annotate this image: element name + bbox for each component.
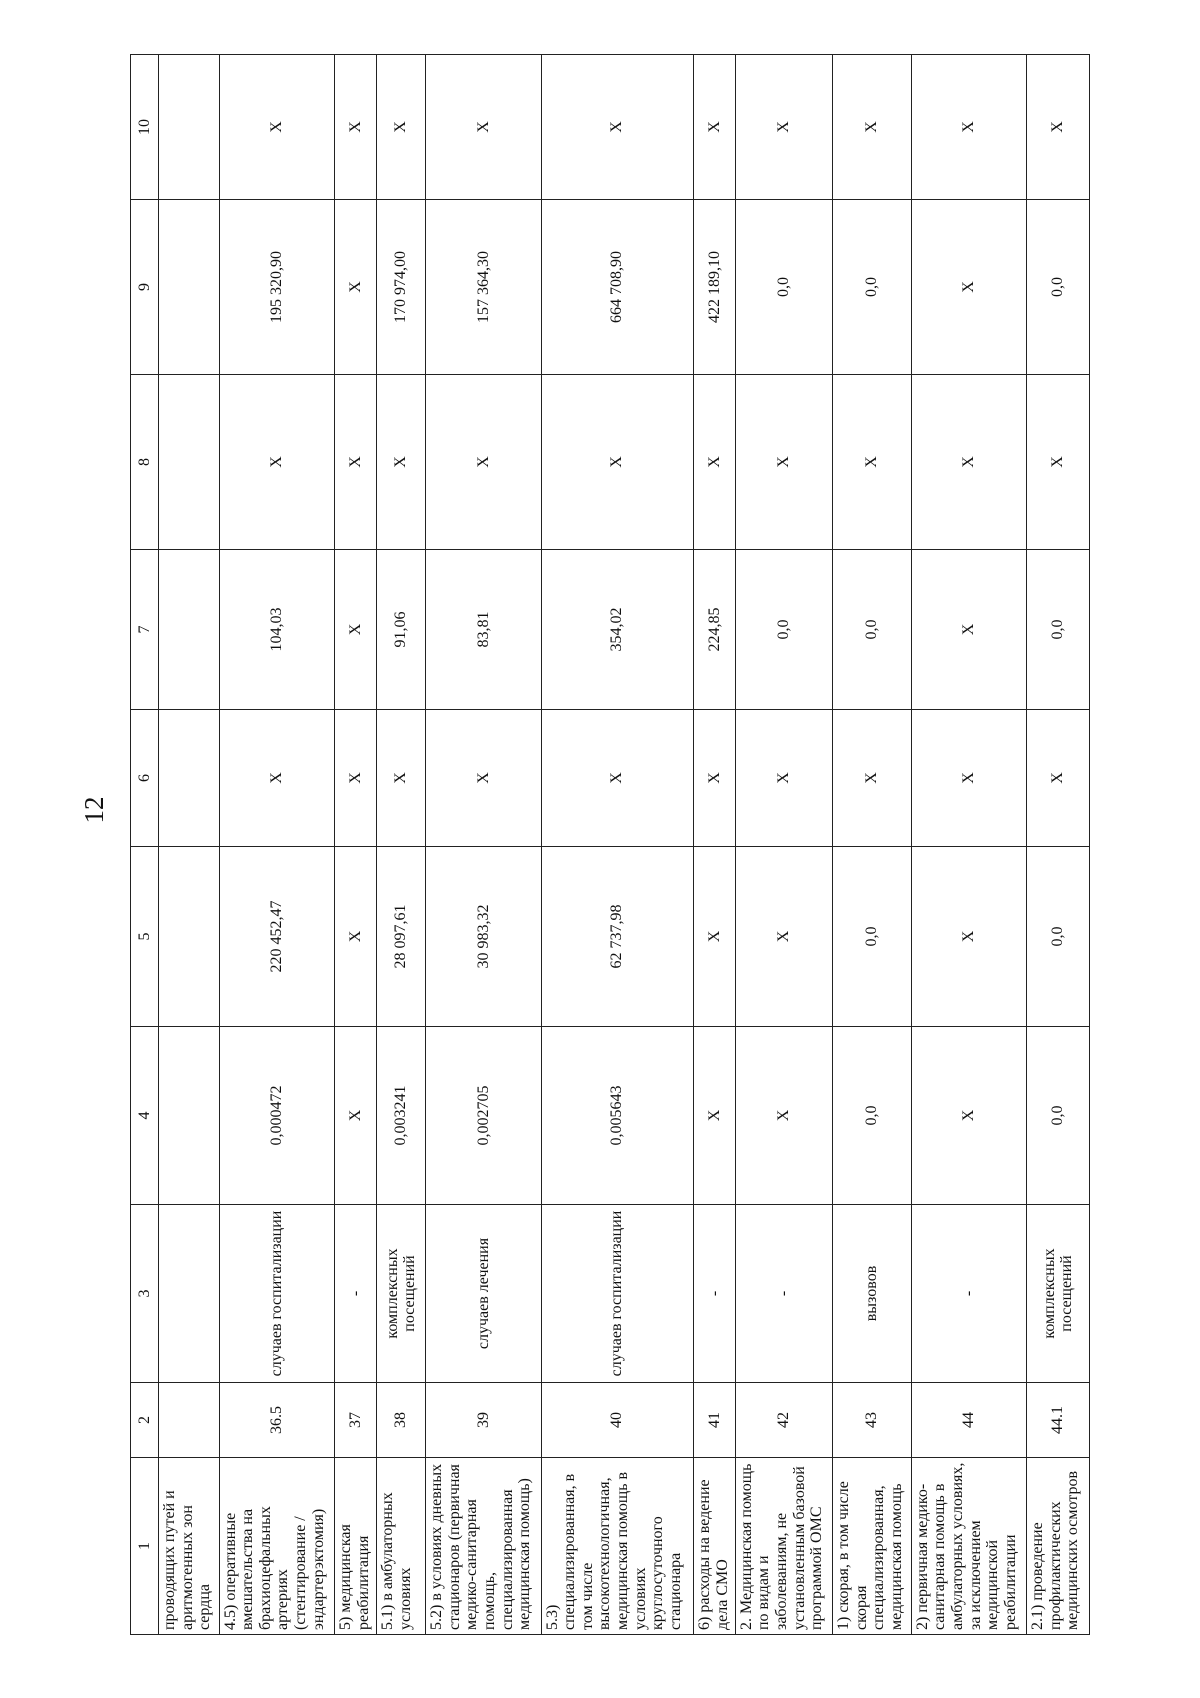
table-cell: Х [735, 55, 832, 200]
table-cell: Х [426, 710, 542, 847]
column-header: 7 [131, 550, 159, 710]
table-cell: 5.1) в амбулаторных условиях [377, 1458, 426, 1635]
table-cell: Х [335, 847, 377, 1027]
table-cell: Х [426, 55, 542, 200]
table-cell: 354,02 [541, 550, 693, 710]
table-row [1027, 55, 1090, 1635]
data-table [130, 54, 1090, 1635]
table-cell: 0,0 [833, 1027, 912, 1205]
table-cell: 157 364,30 [426, 200, 542, 375]
table-cell: 224,85 [693, 550, 735, 710]
table-row [219, 55, 335, 1635]
table-cell: 0,0 [735, 550, 832, 710]
table-cell [159, 710, 219, 847]
table-cell: 195 320,90 [219, 200, 335, 375]
table-cell [159, 55, 219, 200]
header-row [131, 55, 159, 1635]
table-cell: Х [335, 375, 377, 550]
table-row [735, 55, 832, 1635]
column-header: 1 [131, 1458, 159, 1635]
table-cell: 0,0 [1027, 200, 1090, 375]
table-cell: Х [693, 847, 735, 1027]
table-cell: Х [1027, 375, 1090, 550]
table-cell: Х [735, 847, 832, 1027]
table-cell: Х [833, 710, 912, 847]
table-cell: проводящих путей и аритмогенных зон сердца [159, 1458, 219, 1635]
table-cell: 220 452,47 [219, 847, 335, 1027]
table-cell: 39 [426, 1383, 542, 1458]
table-cell [159, 1205, 219, 1383]
table-cell: 664 708,90 [541, 200, 693, 375]
table-cell [159, 1027, 219, 1205]
table-cell: 0,0 [1027, 1027, 1090, 1205]
table-cell: случаев госпитализации [541, 1205, 693, 1383]
table-cell: 38 [377, 1383, 426, 1458]
table-cell: 4.5) оперативные вмешательства на брахиоцефальных артериях (стентирование / эндартерэктомия) [219, 1458, 335, 1635]
column-header: 9 [131, 200, 159, 375]
table-cell: 0,0 [735, 200, 832, 375]
table-cell [159, 200, 219, 375]
table-cell: 0,000472 [219, 1027, 335, 1205]
table-cell: 41 [693, 1383, 735, 1458]
table-cell: Х [335, 55, 377, 200]
table-cell: Х [335, 200, 377, 375]
table-cell: Х [911, 847, 1027, 1027]
column-header: 8 [131, 375, 159, 550]
table-cell: 83,81 [426, 550, 542, 710]
table-cell: 62 737,98 [541, 847, 693, 1027]
table-cell: Х [833, 55, 912, 200]
table-cell: 2) первичная медико-санитарная помощь в амбулаторных условиях, за исключением медицинской реабилитации [911, 1458, 1027, 1635]
table-cell: Х [219, 55, 335, 200]
table-cell: 30 983,32 [426, 847, 542, 1027]
table-cell: Х [541, 710, 693, 847]
table-cell: Х [693, 375, 735, 550]
table-cell: Х [1027, 55, 1090, 200]
table-cell: Х [335, 710, 377, 847]
table-cell: 36.5 [219, 1383, 335, 1458]
table-cell: Х [911, 710, 1027, 847]
table-cell: 2.1) проведение профилактических медицинских осмотров [1027, 1458, 1090, 1635]
table-cell: Х [693, 1027, 735, 1205]
page-number: 12 [79, 796, 109, 824]
table-cell: Х [833, 375, 912, 550]
table-cell: 104,03 [219, 550, 335, 710]
table-cell: комплексных посещений [1027, 1205, 1090, 1383]
table-cell: Х [911, 55, 1027, 200]
table-cell: Х [1027, 710, 1090, 847]
table-cell: - [735, 1205, 832, 1383]
table-row [833, 55, 912, 1635]
table-row [335, 55, 377, 1635]
table-cell: Х [911, 550, 1027, 710]
table-cell: - [693, 1205, 735, 1383]
table-cell: Х [693, 710, 735, 847]
table-cell: 1) скорая, в том числе скорая специализированная, медицинская помощь [833, 1458, 912, 1635]
table-cell: Х [335, 550, 377, 710]
table-cell: 28 097,61 [377, 847, 426, 1027]
table-cell: Х [735, 710, 832, 847]
table-cell: Х [426, 375, 542, 550]
table-cell: 43 [833, 1383, 912, 1458]
column-header: 6 [131, 710, 159, 847]
table-cell: Х [377, 55, 426, 200]
table-cell: 0,0 [833, 200, 912, 375]
table-cell: 5.3) специализированная, в том числе высокотехнологичная, медицинская помощь в условиях круглосуточного стационара [541, 1458, 693, 1635]
table-cell: Х [377, 710, 426, 847]
table-cell: Х [377, 375, 426, 550]
column-header: 3 [131, 1205, 159, 1383]
table-cell: Х [219, 375, 335, 550]
table-cell: 42 [735, 1383, 832, 1458]
table-row [911, 55, 1027, 1635]
table-cell: Х [541, 375, 693, 550]
table-cell: 422 189,10 [693, 200, 735, 375]
table-cell: Х [911, 375, 1027, 550]
table-cell: 0,0 [833, 550, 912, 710]
table-cell: 44.1 [1027, 1383, 1090, 1458]
table-cell: 5) медицинская реабилитация [335, 1458, 377, 1635]
table-cell: - [911, 1205, 1027, 1383]
table-cell: 91,06 [377, 550, 426, 710]
table-cell: 0,005643 [541, 1027, 693, 1205]
table-cell: случаев госпитализации [219, 1205, 335, 1383]
table-cell: 0,003241 [377, 1027, 426, 1205]
table-cell: - [335, 1205, 377, 1383]
column-header: 2 [131, 1383, 159, 1458]
table-row [693, 55, 735, 1635]
table-cell: комплексных посещений [377, 1205, 426, 1383]
table-cell: Х [735, 1027, 832, 1205]
table-row [541, 55, 693, 1635]
table-row [159, 55, 219, 1635]
table-cell: Х [735, 375, 832, 550]
table-cell: Х [335, 1027, 377, 1205]
table-cell: 5.2) в условиях дневных стационаров (первичная медико-санитарная помощь, специализированная медицинская помощь) [426, 1458, 542, 1635]
table-row [426, 55, 542, 1635]
table-cell: Х [693, 55, 735, 200]
rotated-table-container [130, 55, 1090, 1635]
column-header: 10 [131, 55, 159, 200]
table-cell: 44 [911, 1383, 1027, 1458]
table-cell [159, 375, 219, 550]
table-cell: Х [541, 55, 693, 200]
table-cell: 40 [541, 1383, 693, 1458]
table-cell: 2. Медицинская помощь по видам и заболеваниям, не установленным базовой программой ОМС [735, 1458, 832, 1635]
table-cell: 170 974,00 [377, 200, 426, 375]
table-cell: 0,002705 [426, 1027, 542, 1205]
table-cell [159, 1383, 219, 1458]
table-cell [159, 550, 219, 710]
table-cell: Х [219, 710, 335, 847]
table-cell: 6) расходы на ведение дела СМО [693, 1458, 735, 1635]
table-cell: вызовов [833, 1205, 912, 1383]
column-header: 4 [131, 1027, 159, 1205]
table-cell: случаев лечения [426, 1205, 542, 1383]
table-row [377, 55, 426, 1635]
table-cell [159, 847, 219, 1027]
table-cell: Х [911, 1027, 1027, 1205]
table-cell: 37 [335, 1383, 377, 1458]
table-cell: 0,0 [1027, 847, 1090, 1027]
table-cell: 0,0 [833, 847, 912, 1027]
table-cell: 0,0 [1027, 550, 1090, 710]
column-header: 5 [131, 847, 159, 1027]
table-cell: Х [911, 200, 1027, 375]
